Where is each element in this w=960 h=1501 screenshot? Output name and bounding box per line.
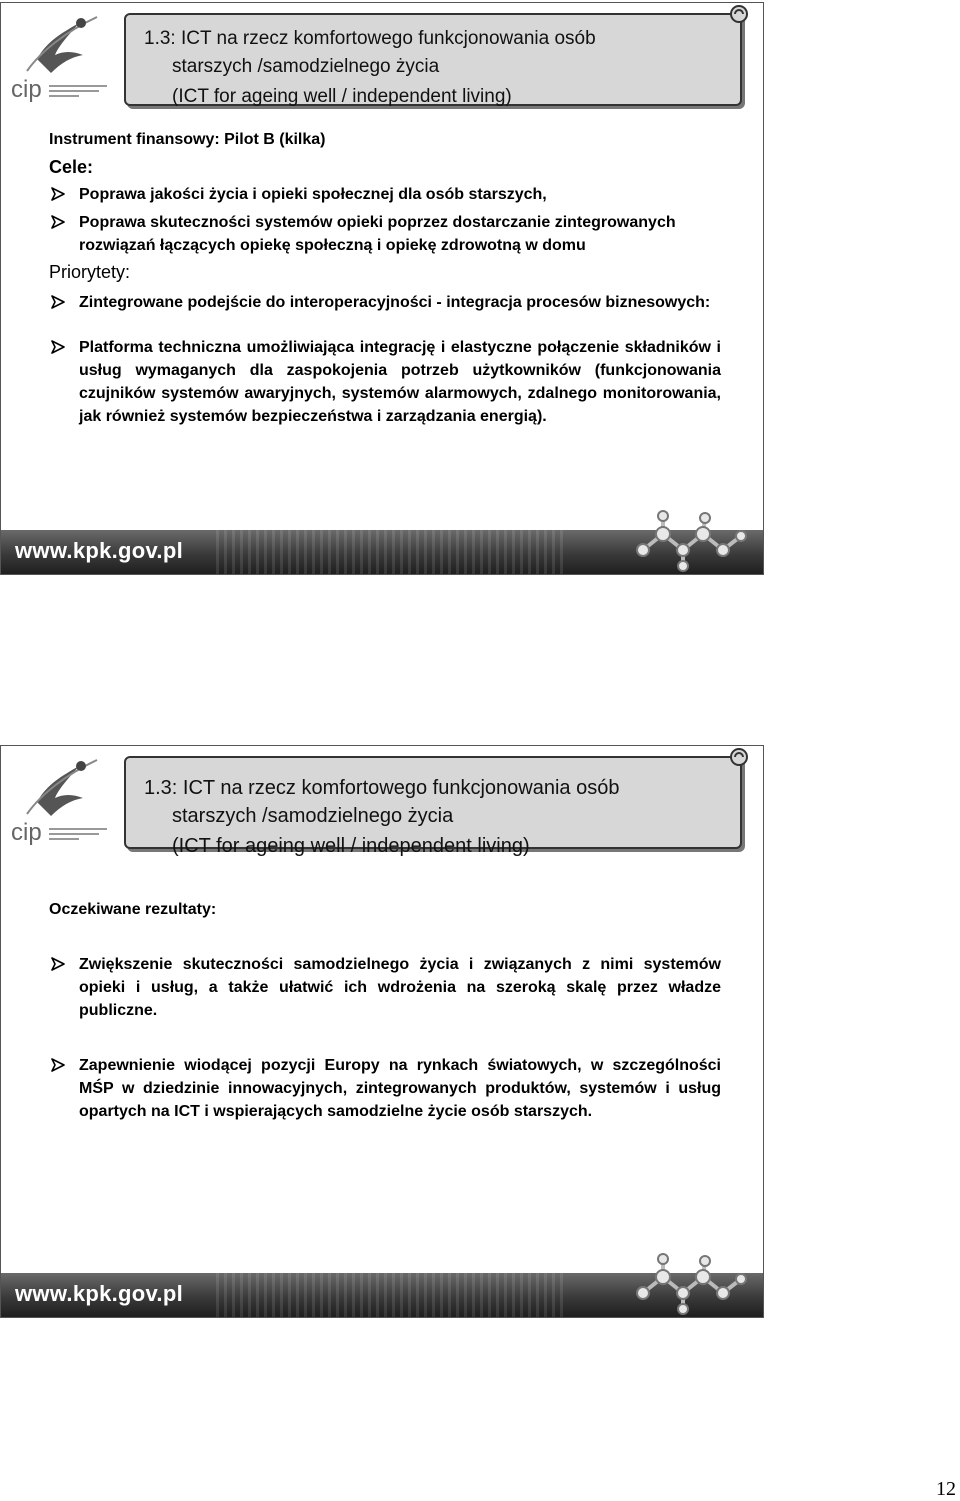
title-line-3: (ICT for ageing well / independent living) — [172, 86, 512, 107]
footer-stripes — [216, 530, 566, 574]
list-item — [49, 336, 721, 428]
logo-text: cip — [11, 819, 42, 846]
priorytety-label: Priorytety: — [49, 262, 131, 282]
arrow-bullet-icon — [51, 340, 65, 354]
slide-1-content — [49, 128, 721, 428]
footer-url: www.kpk.gov.pl — [15, 1281, 183, 1306]
cip-logo — [7, 11, 111, 106]
page-number: 12 — [936, 1478, 956, 1500]
slide-2 — [0, 745, 764, 1318]
logo-text: cip — [11, 76, 42, 103]
title-line-2: starszych /samodzielnego życia — [172, 805, 454, 827]
slide-2-content — [49, 898, 721, 1123]
molecule-icon — [633, 1253, 753, 1315]
slide-title-banner — [124, 756, 742, 857]
scroll-curl-icon — [728, 3, 750, 25]
footer-stripes — [216, 1273, 566, 1317]
title-line-1: 1.3: ICT na rzecz komfortowego funkcjonowania osób — [144, 777, 620, 799]
list-item — [49, 953, 721, 1022]
priorytety-item-1: Zintegrowane podejście do interoperacyjności - integracja procesów biznesowych: — [79, 294, 711, 311]
title-line-3: (ICT for ageing well / independent living) — [172, 835, 530, 857]
cele-item-2: Poprawa skuteczności systemów opieki poprzez dostarczanie zintegrowanych rozwiązań łączących opiekę społeczną i opiekę zdrowotną w domu — [79, 214, 676, 254]
list-item — [49, 211, 721, 257]
scroll-curl-icon — [728, 746, 750, 768]
title-line-1: 1.3: ICT na rzecz komfortowego funkcjonowania osób — [144, 28, 596, 49]
slide-1 — [0, 2, 764, 575]
instrument-label: Instrument finansowy: Pilot B (kilka) — [49, 131, 326, 148]
rezultaty-item-1: Zwiększenie skuteczności samodzielnego życia i związanych z nimi systemów opieki i usług, a także ułatwić ich wdrożenia na szeroką skalę przez władze publiczne. — [79, 956, 721, 1019]
title-line-2: starszych /samodzielnego życia — [172, 56, 440, 77]
priorytety-item-2: Platforma techniczna umożliwiająca integrację i elastyczne połączenie składników i usług wymaganych dla zaspokojenia potrzeb użytkowników (funkcjonowania czujników systemów awaryjnych, systemów alarmowych, zdalnego monitorowania, jak również systemów bezpieczeństwa i zarządzania energią). — [79, 339, 721, 425]
list-item — [49, 291, 721, 314]
cele-item-1: Poprawa jakości życia i opieki społecznej dla osób starszych, — [79, 186, 547, 203]
arrow-bullet-icon — [51, 187, 65, 201]
cele-label: Cele: — [49, 157, 94, 177]
arrow-bullet-icon — [51, 215, 65, 229]
rezultaty-label: Oczekiwane rezultaty: — [49, 901, 217, 918]
arrow-bullet-icon — [51, 295, 65, 309]
list-item — [49, 183, 721, 206]
footer-url: www.kpk.gov.pl — [15, 538, 183, 563]
cip-logo — [7, 754, 111, 849]
arrow-bullet-icon — [51, 957, 65, 971]
arrow-bullet-icon — [51, 1058, 65, 1072]
molecule-icon — [633, 510, 753, 572]
rezultaty-item-2: Zapewnienie wiodącej pozycji Europy na rynkach światowych, w szczególności MŚP w dziedzinie innowacyjnych, zintegrowanych produktów, systemów i usług opartych na ICT i wspierających samodzielne życie osób starszych. — [79, 1057, 721, 1120]
list-item — [49, 1054, 721, 1123]
slide-title-banner — [124, 13, 742, 106]
